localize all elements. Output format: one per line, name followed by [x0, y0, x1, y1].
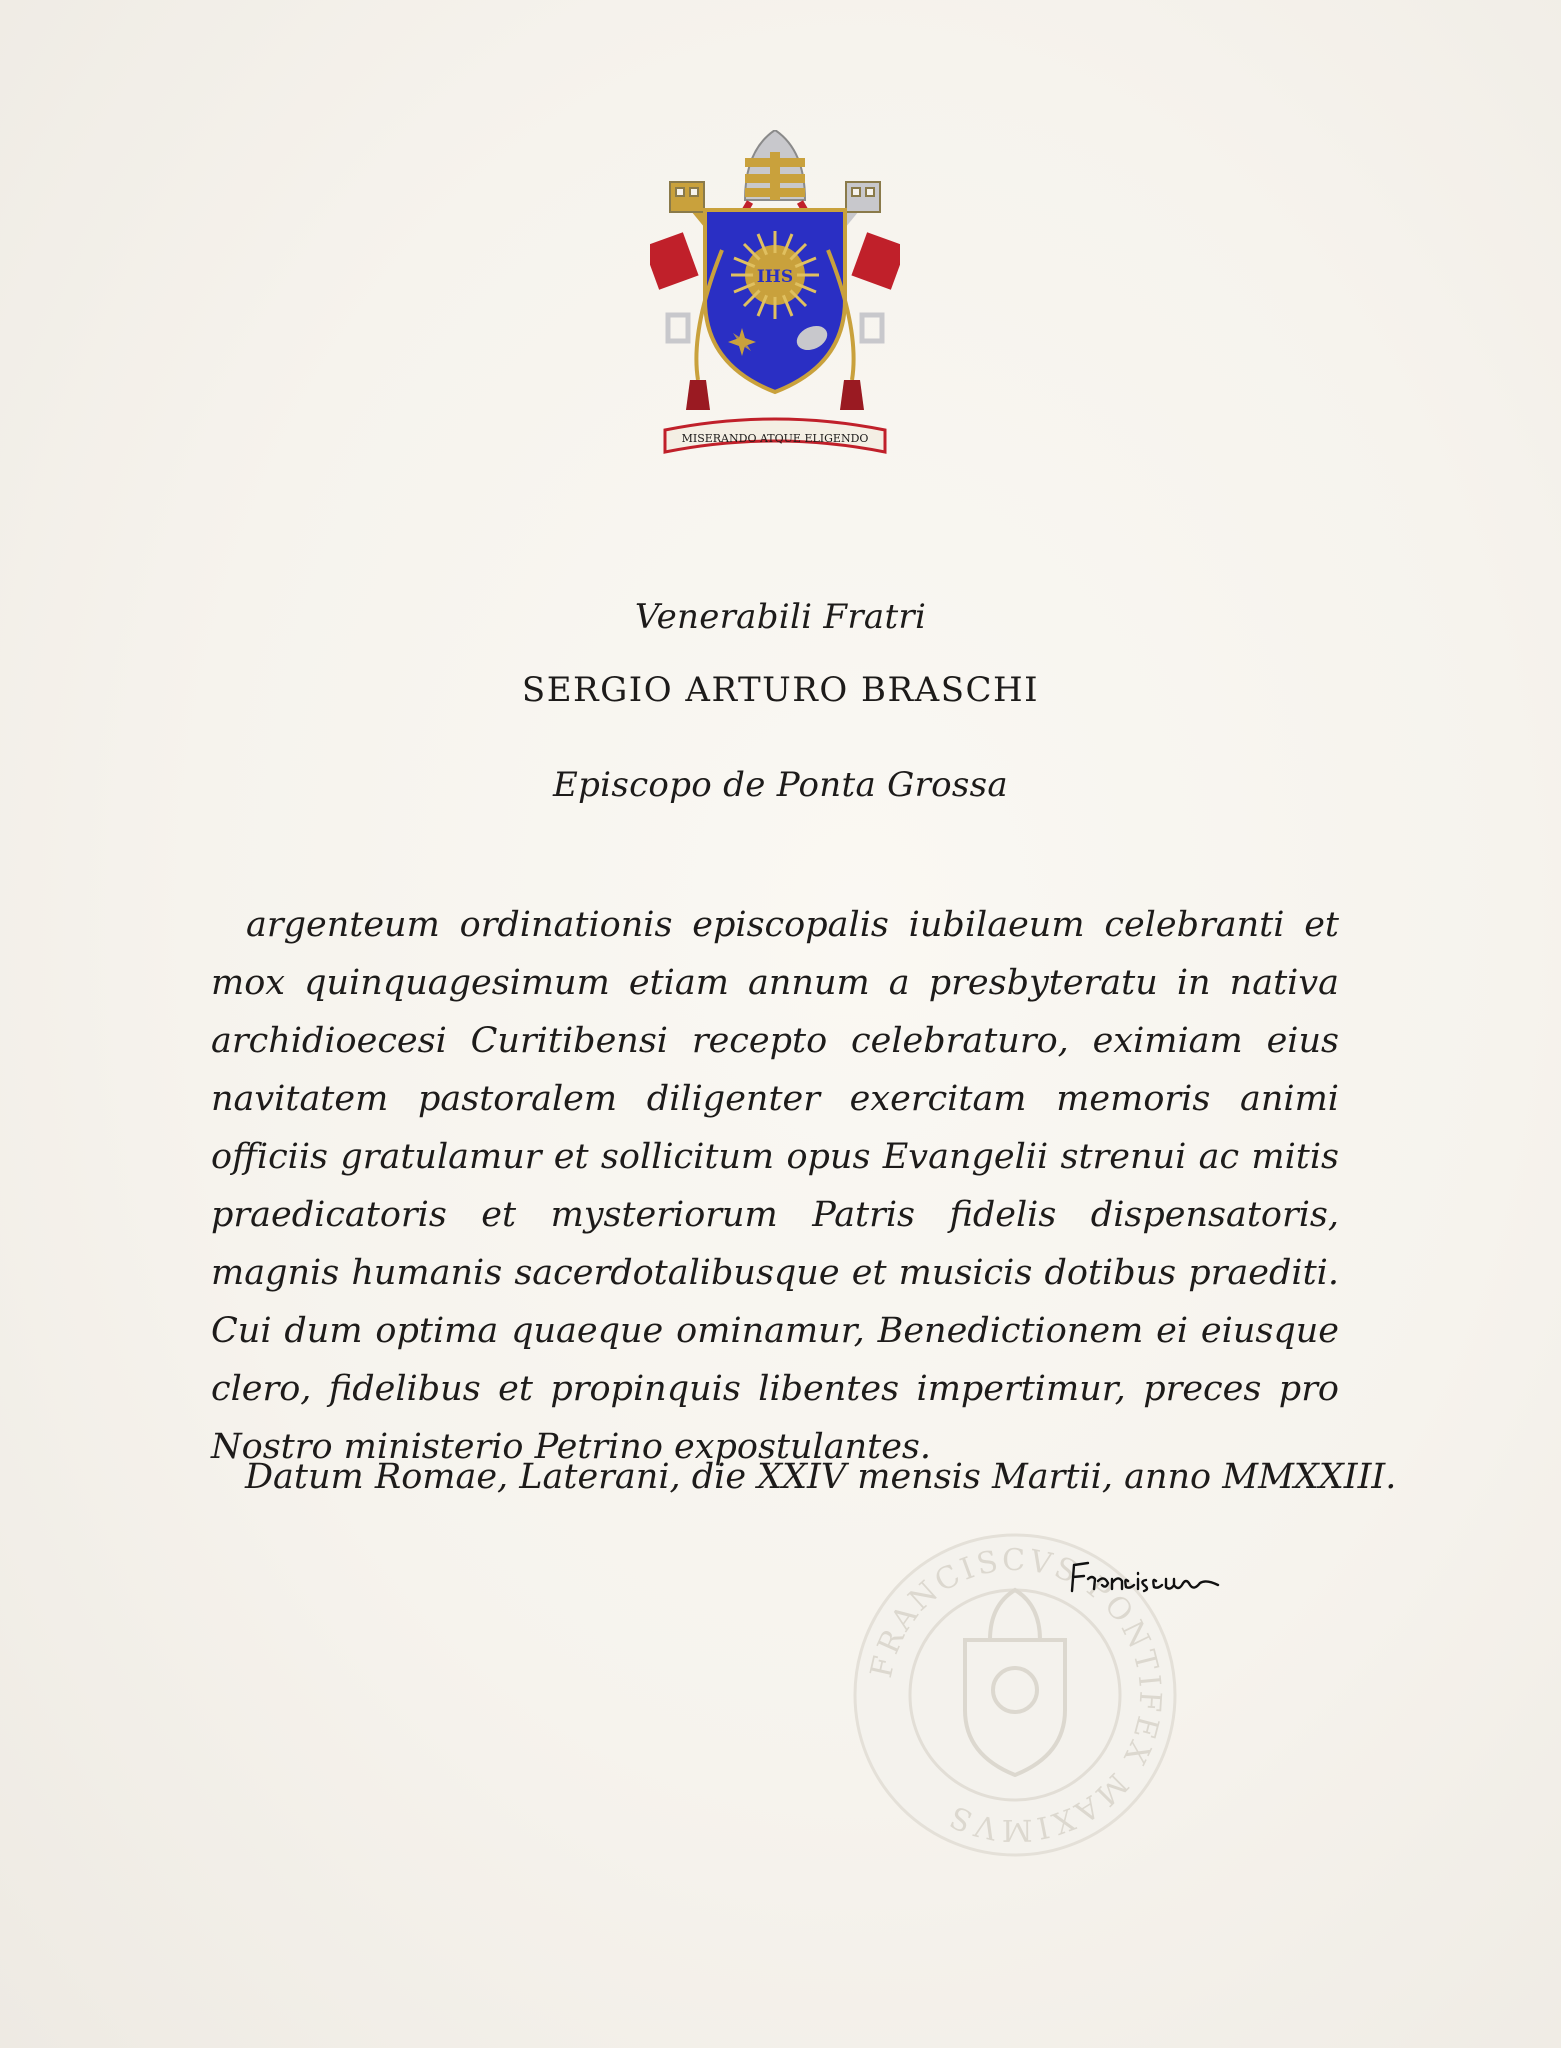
dating-line: Datum Romae, Laterani, die XXIV mensis Martii, anno MMXXIII.: [245, 1457, 1397, 1497]
signature-icon: [1068, 1555, 1228, 1605]
svg-text:IHS: IHS: [756, 267, 794, 287]
recipient-name: SERGIO ARTURO BRASCHI: [521, 670, 1040, 710]
papal-coat-of-arms-icon: [650, 130, 900, 460]
salutation: Venerabili Fratri: [634, 597, 927, 637]
recipient-title: Episcopo de Ponta Grossa: [552, 765, 1008, 805]
letter-body: argenteum ordinationis episcopalis iubilaeum celebranti et mox quinquagesimum etiam annum a presbyteratu in nativa archidioecesi Curitibensi recepto celebraturo, eximiam eius navitatem pastoralem diligenter exercitam memoris animi officiis gratulamur et sollicitum opus Evangelii strenui ac mitis praedicatoris et mysteriorum Patris fidelis dispensatoris, magnis humanis sacerdotalibusque et musicis dotibus praediti. Cui dum optima quaeque ominamur, Benedictionem ei eiusque clero, fidelibus et propinquis libentes impertimur, preces pro Nostro ministerio Petrino expostulantes.: [211, 905, 1339, 1467]
seal-inscription: FRANCISCVS PONTIFEX MAXIMVS: [864, 1542, 1168, 1848]
motto-text: MISERANDO ATQUE ELIGENDO: [681, 432, 869, 445]
